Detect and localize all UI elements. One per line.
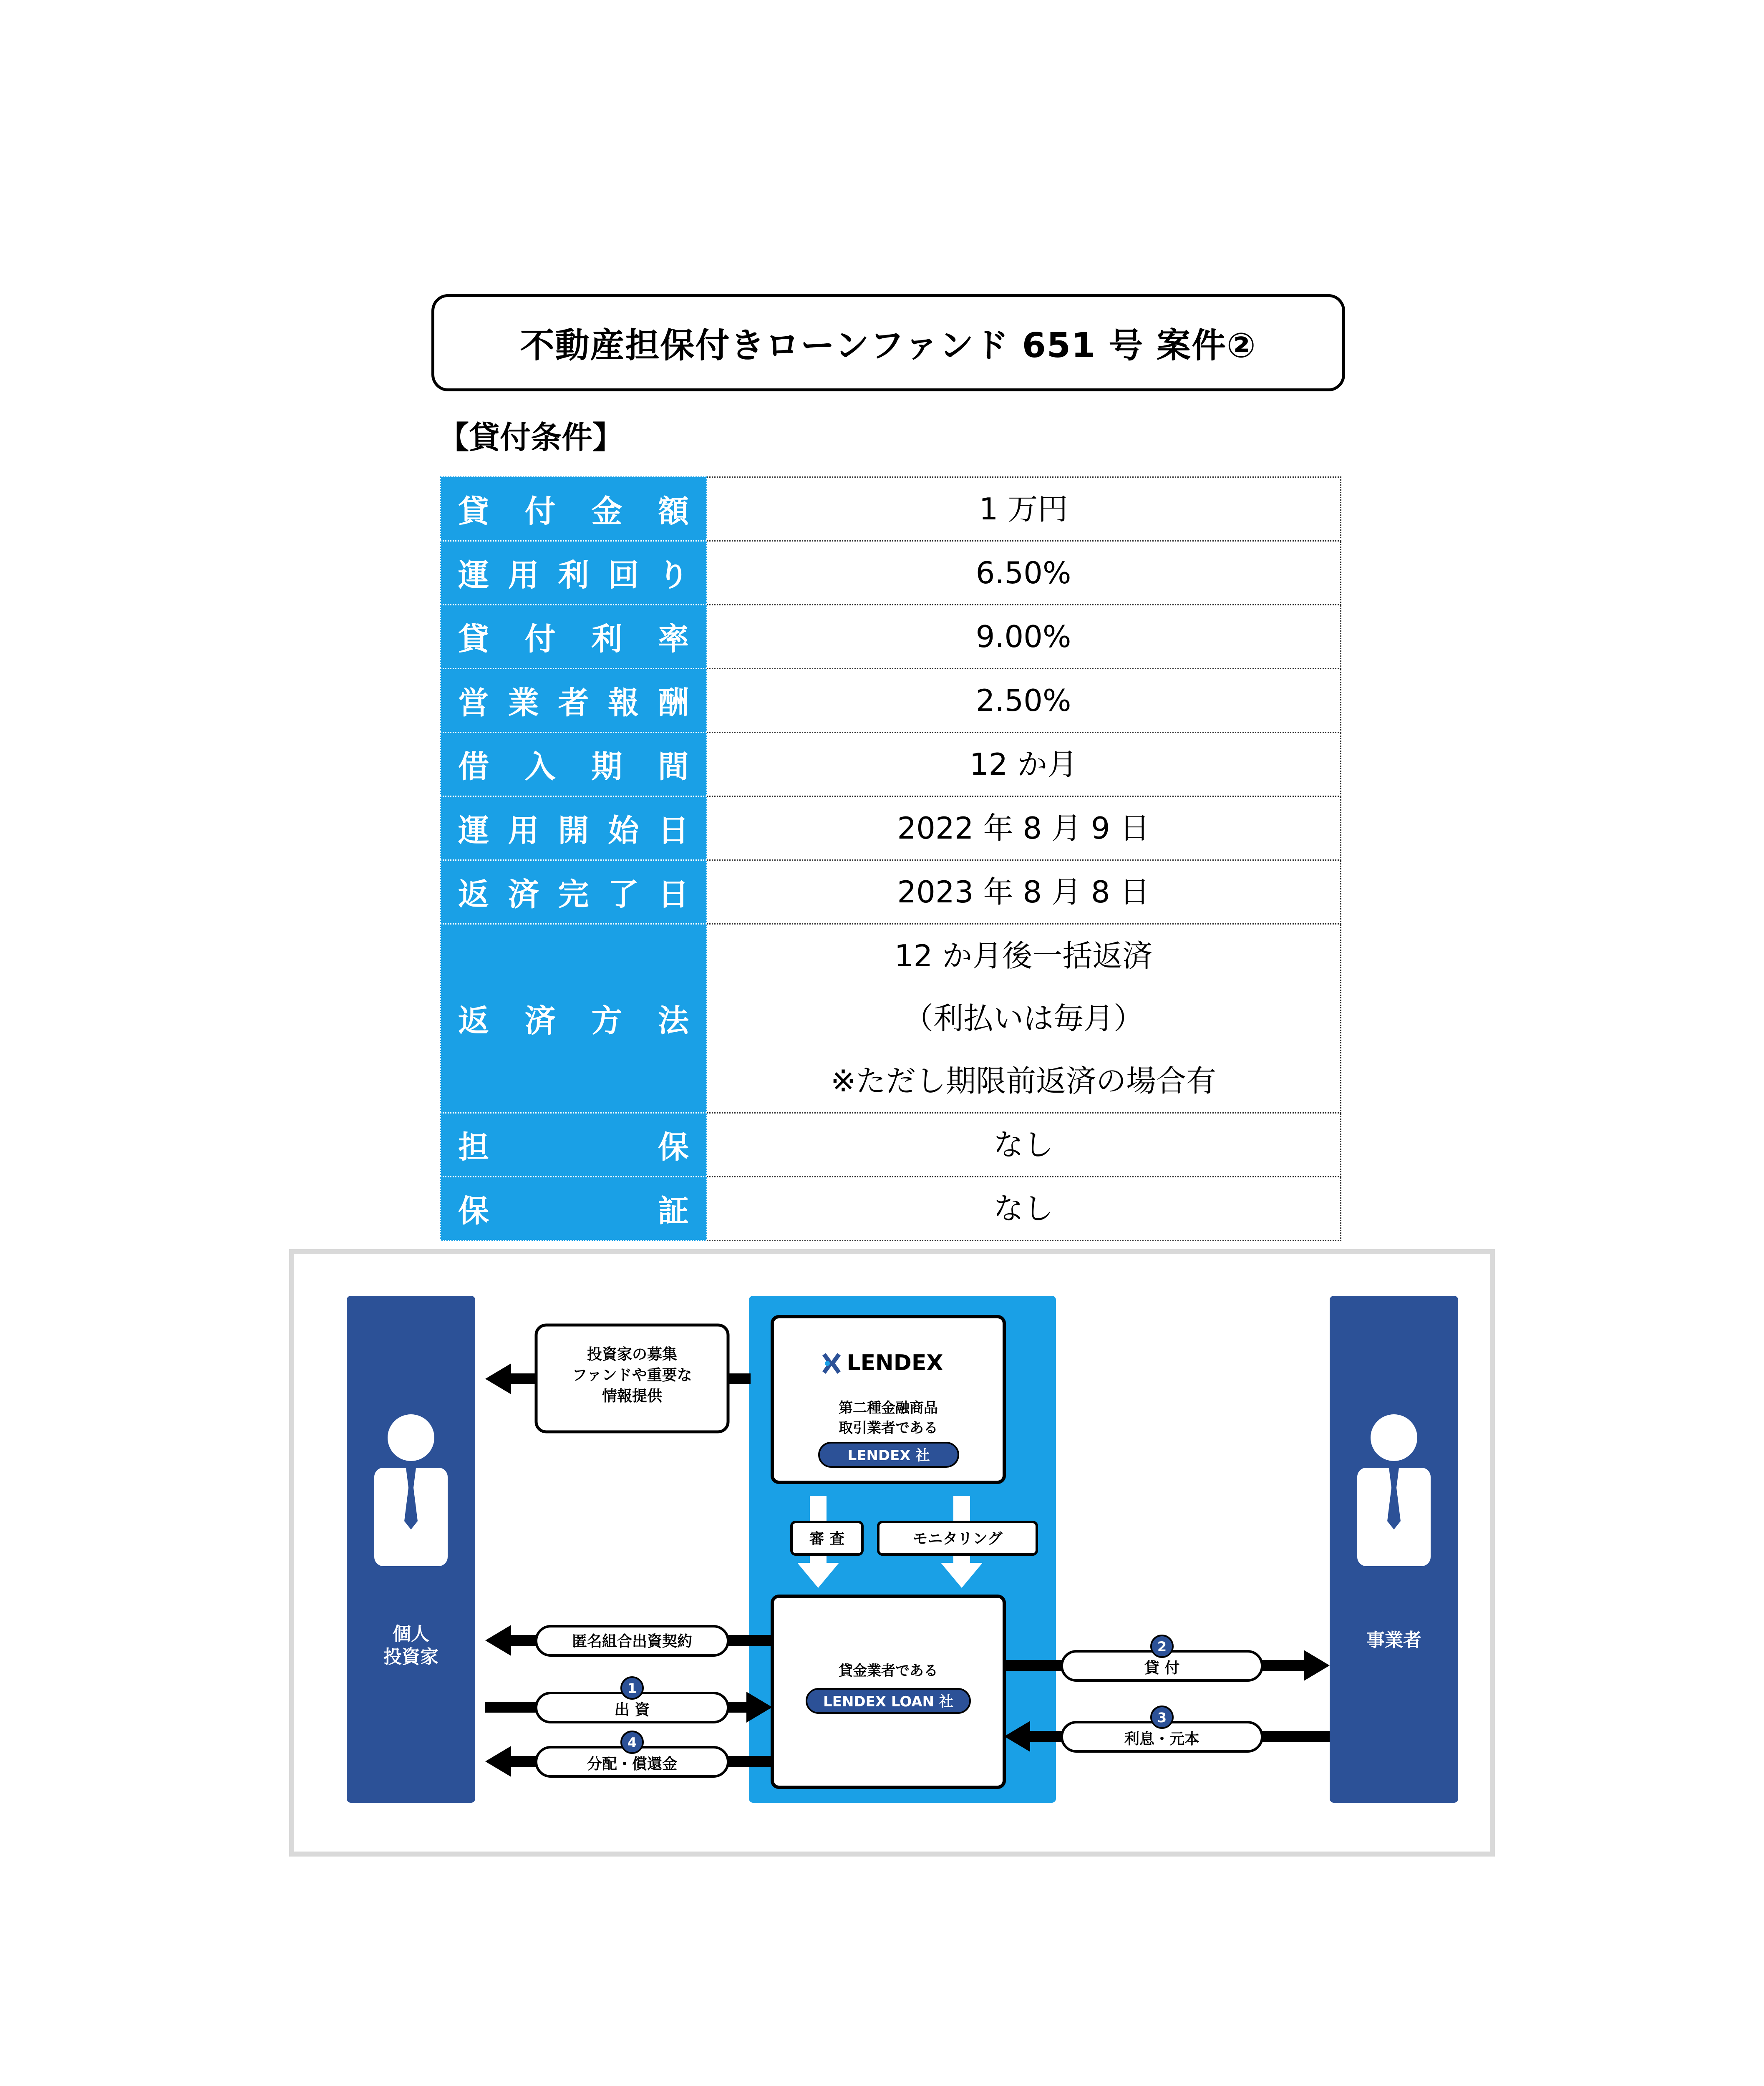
terms-label-char: 借	[458, 749, 489, 785]
terms-label-char: 日	[658, 877, 689, 912]
terms-row-value	[706, 733, 1341, 796]
terms-label-char: 済	[524, 1003, 556, 1039]
terms-row-value	[706, 669, 1341, 733]
scheme-diagram	[289, 1249, 1495, 1857]
lendex-badge-text: LENDEX 社	[847, 1447, 930, 1464]
page-title: 不動産担保付きローンファンド 651 号 案件②	[431, 294, 1345, 391]
terms-row	[441, 733, 1341, 796]
step3-num: 3	[1157, 1710, 1167, 1726]
terms-label-char: 利	[558, 557, 589, 593]
section-label: 【貸付条件】	[438, 420, 623, 456]
terms-row-value	[706, 860, 1341, 924]
terms-label-char: 用	[508, 557, 539, 593]
terms-label-char: 日	[658, 813, 689, 849]
terms-row-label	[441, 605, 706, 669]
terms-row-value	[706, 605, 1341, 669]
terms-row	[441, 541, 1341, 605]
terms-label-char: り	[658, 557, 689, 593]
terms-label-char: 了	[608, 877, 639, 912]
monitoring-label: モニタリング	[912, 1530, 1003, 1547]
terms-label-char: 保	[458, 1193, 489, 1229]
terms-row-value	[706, 1113, 1341, 1177]
terms-row-label-text	[458, 1187, 689, 1231]
terms-row-value-line: 2.50%	[975, 683, 1071, 718]
terms-label-char: 運	[458, 557, 489, 593]
terms-label-char: 返	[458, 1003, 489, 1039]
terms-row-label-text	[458, 551, 689, 595]
terms-row-label	[441, 1113, 706, 1177]
terms-label-char: 貸	[458, 494, 489, 529]
terms-row-value-line: （利払いは毎月）	[903, 1001, 1144, 1036]
step4-label: 分配・償還金	[587, 1756, 678, 1773]
info-box-line2: ファンドや重要な	[572, 1367, 692, 1384]
terms-label-char: 用	[508, 813, 539, 849]
terms-row-value-line: 12 か月	[969, 747, 1078, 782]
terms-label-char: 証	[658, 1193, 689, 1229]
investor-label-2: 投資家	[383, 1646, 438, 1668]
info-box-line1: 投資家の募集	[587, 1346, 678, 1363]
business-label: 事業者	[1366, 1630, 1421, 1651]
terms-row-value	[706, 541, 1341, 605]
terms-label-char: 率	[658, 621, 689, 657]
terms-row	[441, 669, 1341, 733]
terms-row-value-line: 2022 年 8 月 9 日	[897, 811, 1150, 846]
loan-desc: 貸金業者である	[839, 1663, 938, 1679]
terms-row-label-text	[458, 996, 689, 1040]
terms-row	[441, 1177, 1341, 1241]
terms-label-char: 返	[458, 877, 489, 912]
terms-row-label-text	[458, 678, 689, 723]
terms-row	[441, 796, 1341, 860]
scheme-diagram-svg	[294, 1254, 1490, 1852]
lendex-desc-1: 第二種金融商品	[839, 1400, 938, 1416]
terms-label-char: 法	[658, 1003, 689, 1039]
contract-label: 匿名組合出資契約	[572, 1633, 693, 1650]
terms-row-label	[441, 669, 706, 733]
review-label: 審 査	[809, 1530, 845, 1547]
terms-label-char: 業	[508, 685, 539, 721]
terms-row-value-line: 6.50%	[975, 555, 1071, 590]
terms-row-label	[441, 541, 706, 605]
terms-row-value-line: 1 万円	[979, 491, 1068, 527]
terms-label-char: 保	[658, 1129, 689, 1165]
terms-row	[441, 924, 1341, 1113]
terms-label-char: 営	[458, 685, 489, 721]
step2-label: 貸 付	[1144, 1660, 1180, 1677]
terms-row-value-line: 12 か月後一括返済	[894, 938, 1153, 973]
terms-row-label	[441, 796, 706, 860]
terms-label-char: 開	[558, 813, 589, 849]
terms-row	[441, 860, 1341, 924]
terms-row-label	[441, 477, 706, 541]
terms-row-label-text	[458, 487, 689, 531]
terms-row-value	[706, 1177, 1341, 1241]
terms-row-label-text	[458, 870, 689, 914]
step1-num: 1	[627, 1680, 637, 1696]
terms-row	[441, 605, 1341, 669]
terms-label-char: 者	[558, 685, 589, 721]
terms-row-value	[706, 924, 1341, 1113]
terms-row-label-text	[458, 806, 689, 850]
terms-label-char: 運	[458, 813, 489, 849]
terms-row-value-line: なし	[993, 1191, 1053, 1226]
terms-row-label	[441, 924, 706, 1113]
terms-row-label	[441, 733, 706, 796]
terms-label-char: 完	[558, 877, 589, 912]
terms-row-value-line: ※ただし期限前返済の場合有	[830, 1063, 1217, 1098]
terms-row-value-line: 2023 年 8 月 8 日	[897, 874, 1150, 909]
terms-row-label-text	[458, 742, 689, 786]
terms-label-char: 期	[591, 749, 622, 785]
step4-num: 4	[627, 1735, 637, 1751]
terms-label-char: 方	[591, 1003, 622, 1039]
step3-label: 利息・元本	[1124, 1731, 1200, 1748]
terms-row	[441, 477, 1341, 541]
terms-label-char: 入	[524, 749, 556, 785]
terms-label-char: 報	[608, 685, 639, 721]
terms-row	[441, 1113, 1341, 1177]
loan-badge-text: LENDEX LOAN 社	[823, 1693, 953, 1710]
lendex-logo-text: LENDEX	[847, 1350, 943, 1376]
terms-label-char: 酬	[658, 685, 689, 721]
step2-num: 2	[1157, 1639, 1167, 1655]
terms-label-char: 間	[658, 749, 689, 785]
terms-label-char: 額	[658, 494, 689, 529]
terms-row-label	[441, 1177, 706, 1241]
terms-label-char: 担	[458, 1129, 489, 1165]
terms-row-value	[706, 796, 1341, 860]
terms-label-char: 利	[591, 621, 622, 657]
terms-label-char: 付	[524, 494, 556, 529]
terms-row-value-line: 9.00%	[975, 619, 1071, 654]
terms-label-char: 金	[591, 494, 622, 529]
info-box-line3: 情報提供	[602, 1388, 663, 1405]
terms-label-char: 始	[608, 813, 639, 849]
terms-row-label	[441, 860, 706, 924]
terms-row-label-text	[458, 1123, 689, 1167]
terms-row-value-line: なし	[993, 1127, 1053, 1162]
terms-label-char: 付	[524, 621, 556, 657]
step1-label: 出 資	[614, 1701, 650, 1718]
terms-label-char: 回	[608, 557, 639, 593]
terms-row-label-text	[458, 615, 689, 659]
lendex-desc-2: 取引業者である	[839, 1420, 938, 1436]
investor-label-1: 個人	[393, 1623, 429, 1645]
terms-label-char: 貸	[458, 621, 489, 657]
loan-terms-table	[440, 476, 1341, 1241]
terms-row-value	[706, 477, 1341, 541]
terms-label-char: 済	[508, 877, 539, 912]
